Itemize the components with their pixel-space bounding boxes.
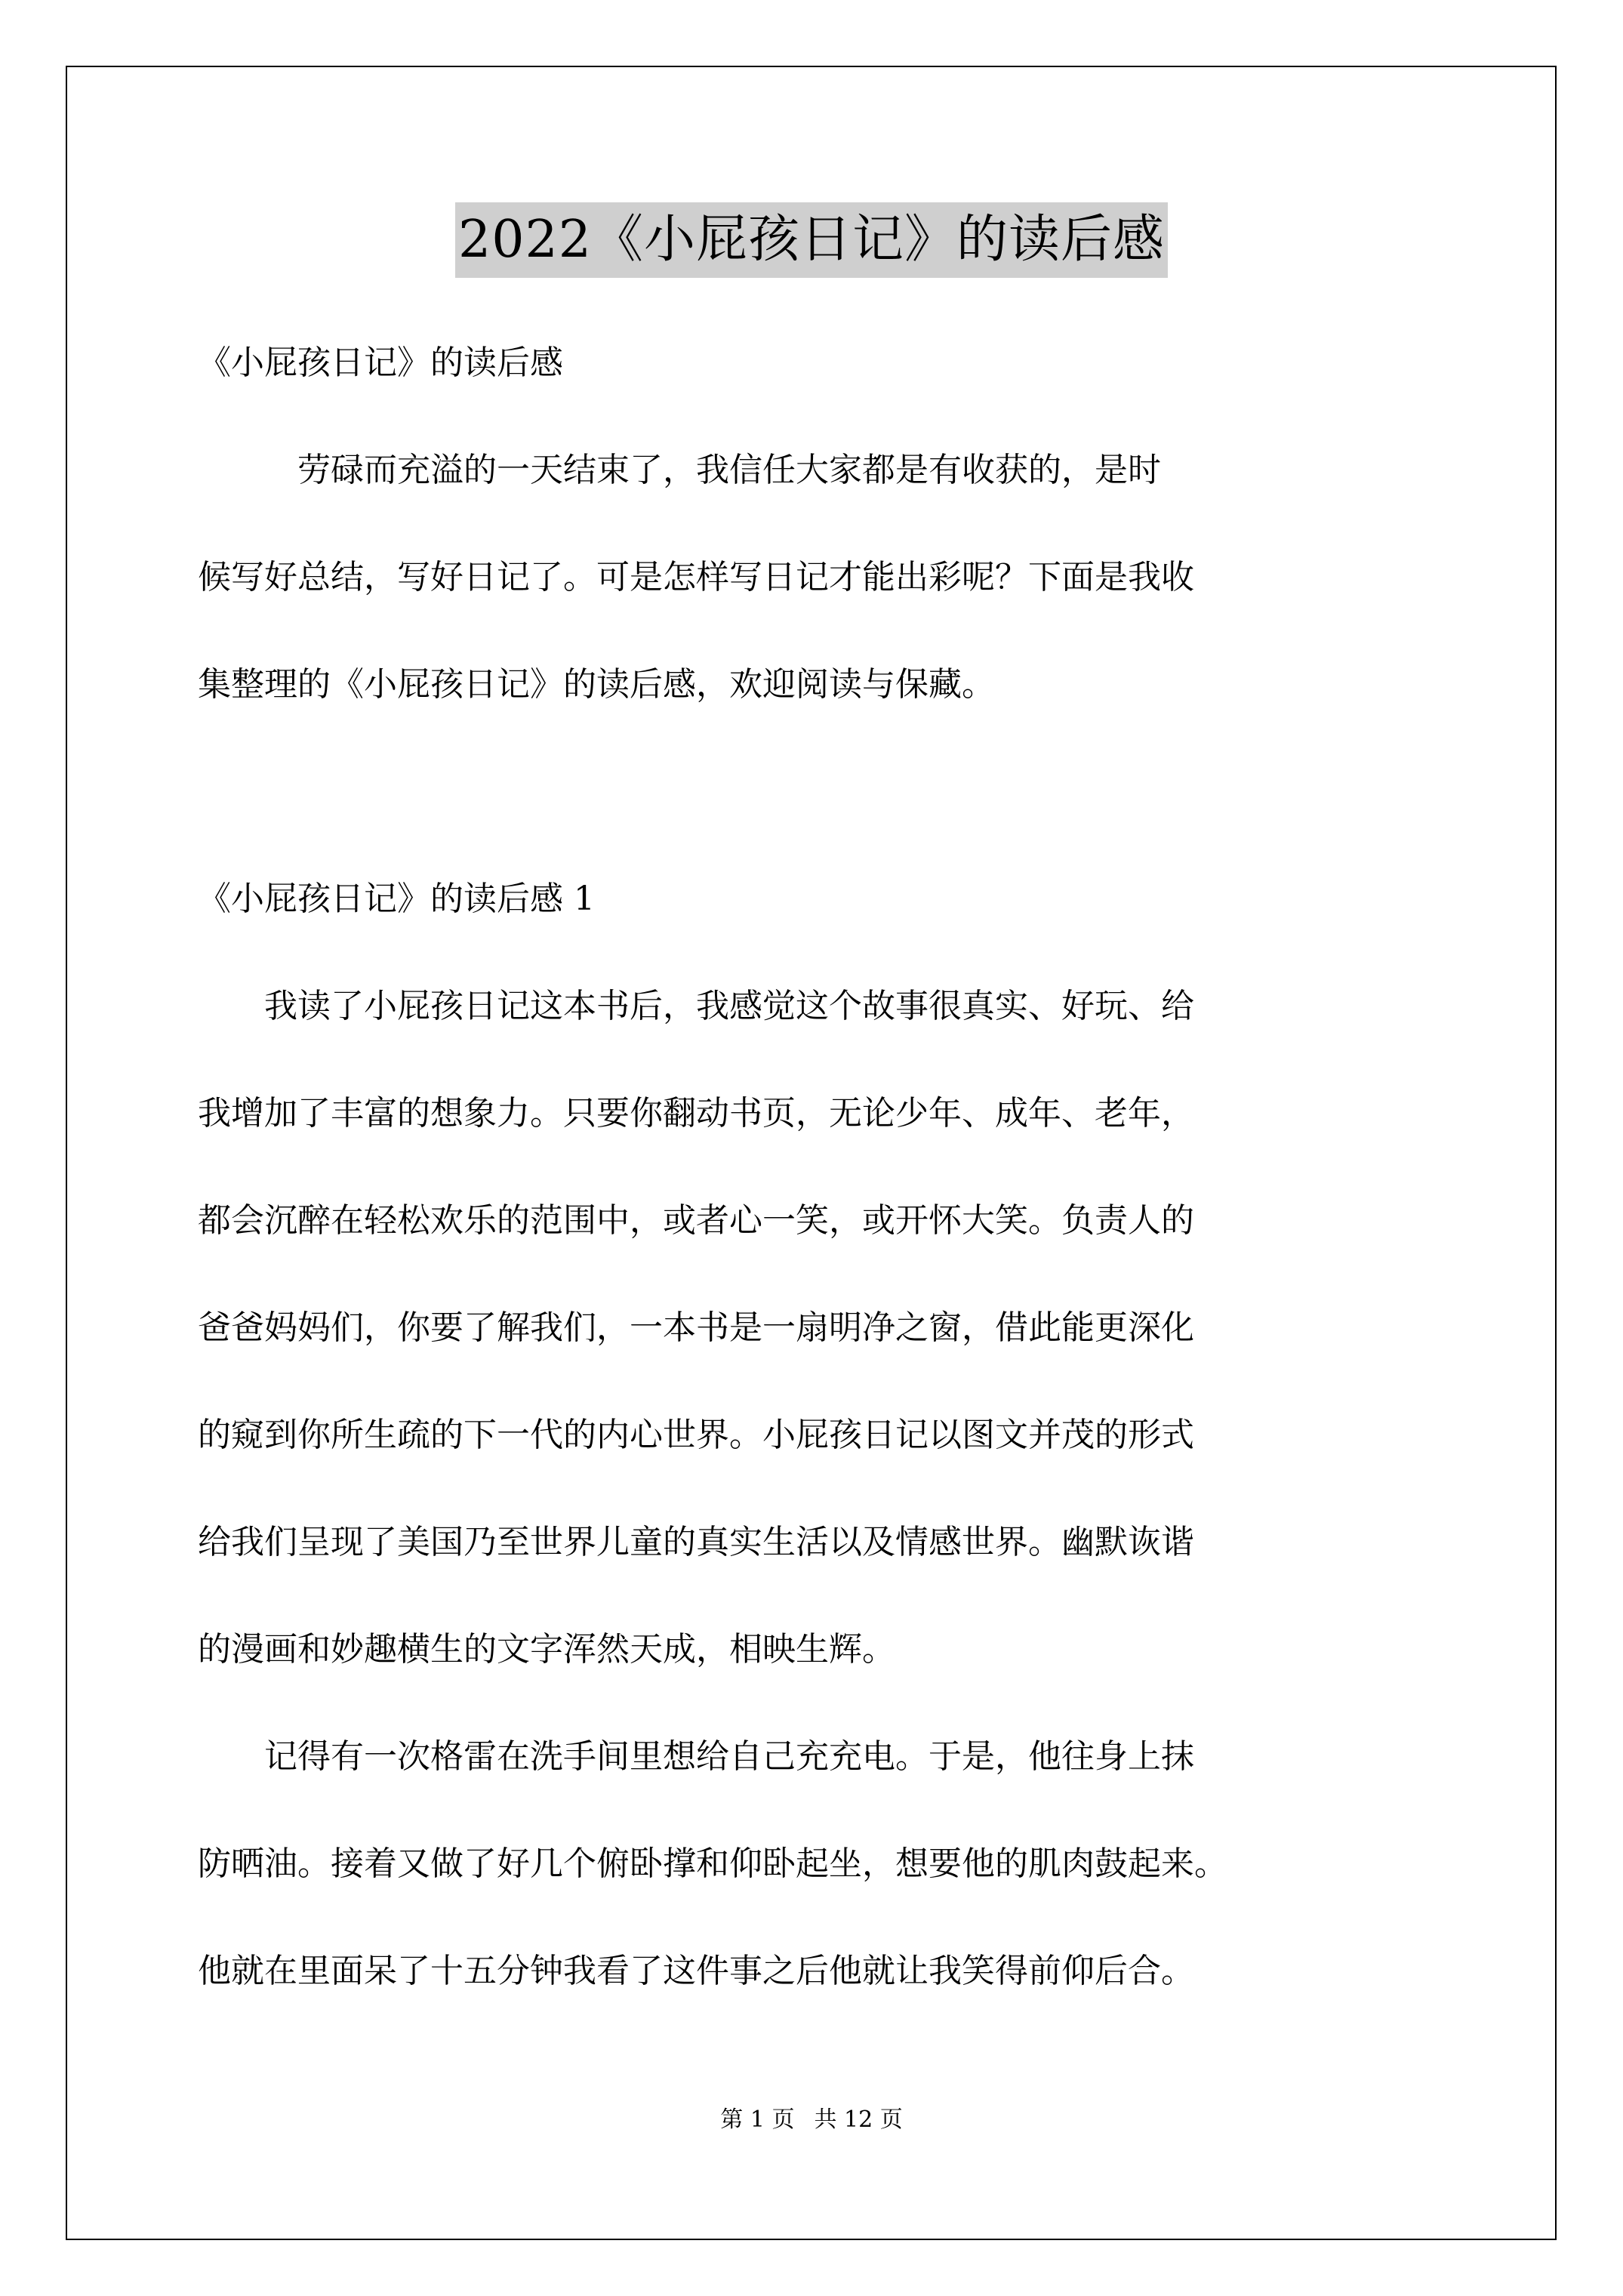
paragraph-line: 的窥到你所生疏的下一代的内心世界。小屁孩日记以图文并茂的形式 [198, 1416, 1194, 1454]
section-heading: 《小屁孩日记》的读后感 1 [198, 880, 595, 918]
paragraph-line: 给我们呈现了美国乃至世界儿童的真实生活以及情感世界。幽默诙谐 [198, 1523, 1194, 1561]
paragraph-line: 爸爸妈妈们，你要了解我们，一本书是一扇明净之窗，借此能更深化 [198, 1308, 1194, 1347]
section-heading: 《小屁孩日记》的读后感 [198, 344, 563, 382]
page-number: 第 1 页 [720, 2106, 795, 2133]
blank-line [198, 738, 1436, 846]
paragraph-line: 的漫画和妙趣横生的文字浑然天成，相映生辉。 [198, 1630, 895, 1669]
page-total: 共 12 页 [814, 2106, 903, 2133]
paragraph-line: 他就在里面呆了十五分钟我看了这件事之后他就让我笑得前仰后合。 [198, 1952, 1194, 1990]
paragraph-line: 候写好总结，写好日记了。可是怎样写日记才能出彩呢？下面是我收 [198, 558, 1194, 596]
paragraph-line: 我读了小屁孩日记这本书后，我感觉这个故事很真实、好玩、给 [198, 987, 1194, 1025]
paragraph-line: 我增加了丰富的想象力。只要你翻动书页，无论少年、成年、老年， [198, 1094, 1194, 1133]
document-body [198, 310, 1436, 2025]
document-title: 2022《小屁孩日记》的读后感 [455, 202, 1168, 278]
title-container [0, 202, 1623, 278]
paragraph-line: 集整理的《小屁孩日记》的读后感，欢迎阅读与保藏。 [198, 665, 995, 704]
paragraph-line: 都会沉醉在轻松欢乐的范围中，或者心一笑，或开怀大笑。负责人的 [198, 1201, 1194, 1240]
page-footer [0, 2105, 1623, 2135]
paragraph-line: 劳碌而充溢的一天结束了，我信任大家都是有收获的，是时 [198, 451, 1161, 489]
paragraph-line: 记得有一次格雷在洗手间里想给自己充充电。于是，他往身上抹 [198, 1737, 1194, 1776]
paragraph-line: 防晒油。接着又做了好几个俯卧撑和仰卧起坐，想要他的肌肉鼓起来。 [198, 1845, 1227, 1883]
